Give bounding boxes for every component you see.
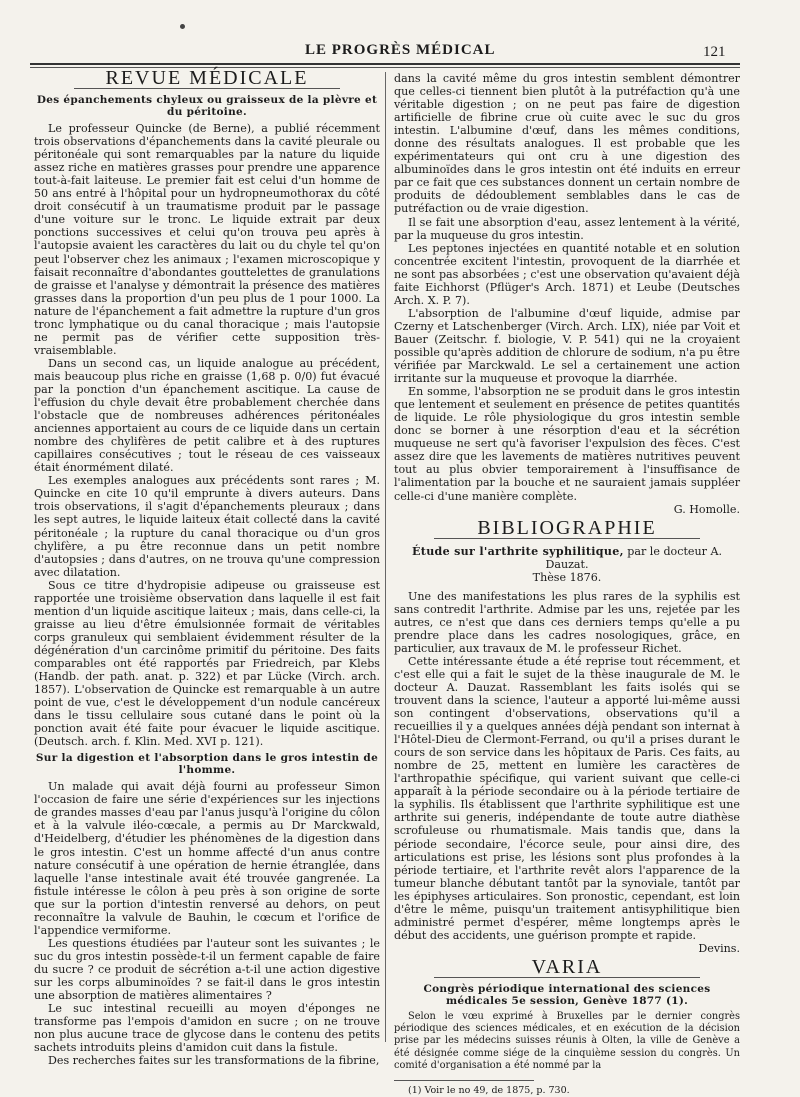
paragraph: Les peptones injectées en quantité notable et en solution concentrée excitent l'intestin, provoquent de la diarrhée et ne sont pas absorbées ; c'est une observation qu'avaient déjà faite Eichhorst (Pflüger's Arch. 1871) et Leube (Deutsches Arch. X. P. 7). bbox=[394, 241, 740, 307]
article-title-congres: Congrès périodique international des sciences médicales 5e session, Genève 1877 (1). bbox=[423, 983, 711, 1007]
section-title-bibliographie: BIBLIOGRAPHIE bbox=[477, 516, 657, 539]
paragraph: Le professeur Quincke (de Berne), a publié récemment trois observations d'épanchements dans la cavité pleurale ou péritonéale qui sont remarquables par la nature du liquide assez riche en matières grasses pour prendre une apparence tout-à-fait laiteuse. Le premier fait est celui d'un homme de 50 ans entré à l'hôpital pour un hydropneumothorax du côté droit consécutif à un traumatisme produit par le passage d'une voiture sur le tronc. Le liquide extrait par deux ponctions successives et celui qu'on trouva peu après à l'autopsie avaient les caractères du lait ou du chyle tel qu'on peut l'observer chez les animaux ; l'examen microscopique y faisait reconnaître d'abondantes gouttelettes de granulations de graisse et l'analyse y démontrait la présence des matières grasses dans la proportion d'un peu plus de 1 pour 1000. La nature de l'épanchement a fait admettre la rupture d'un gros tronc lymphatique ou du canal thoracique ; mais l'autopsie ne permit pas de vérifier cette supposition très-vraisemblable. bbox=[34, 122, 380, 357]
paragraph: Les questions étudiées par l'auteur sont les suivantes ; le suc du gros intestin possède-t-il un ferment capable de faire du sucre ? ce produit de sécrétion a-t-il une action digestive sur les corps albuminoïdes ? se fait-il dans le gros intestin une absorption de matières alimentaires ? bbox=[34, 936, 380, 1003]
signature-devins: Devins. bbox=[698, 941, 740, 955]
article-title-epanchements: Des épanchements chyleux ou graisseux de la plèvre et du péritoine. bbox=[36, 94, 378, 119]
bibliography-entry-heading bbox=[394, 545, 740, 584]
header-rule bbox=[30, 63, 740, 65]
paragraph: dans la cavité même du gros intestin semblent démontrer que celles-ci tiennent bien plutôt à la putréfaction qu'à une véritable digestion ; on ne peut pas faire de digestion artificielle de fibrine crue où cuite avec le suc du gros intestin. L'albumine d'œuf, dans les mêmes conditions, donne des résultats analogues. Il est probable que les expérimentateurs qui ont cru à une digestion des albuminoïdes dans le gros intestin ont été induits en erreur par ce fait que ces substances donnent un certain nombre de produits de dédoublement semblables dans le cas de putréfaction ou de vraie digestion. bbox=[394, 72, 740, 216]
paragraph: L'absorption de l'albumine d'œuf liquide, admise par Czerny et Latschenberger (Virch. Arch. LIX), niée par Voit et Bauer (Zeitschr. f. biologie, V. P. 541) qui ne la croyaient possible qu'après addition de chlorure de sodium, n'a pu être vérifiée par Marckwald. Le sel a certainement une action irritante sur la muqueuse et provoque la diarrhée. bbox=[394, 306, 740, 386]
paragraph: Sous ce titre d'hydropisie adipeuse ou graisseuse est rapportée une troisième observation dans laquelle il est fait mention d'un liquide ascitique laiteux ; mais, dans celle-ci, la graisse au lieu d'être émulsionnée formait de véritables corps granuleux qui semblaient évidemment résulter de la dégénération d'un carcinôme primitif du péritoine. Des faits comparables ont été rapportés par Friedreich, par Klebs (Handb. der path. anat. p. 322) et par Lücke (Virch. arch. 1857). L'observation de Quincke est remarquable à un autre point de vue, c'est le développement d'un nodule cancéreux dans le tissu cellulaire sous cutané dans le point où la ponction avait été faite pour évacuer le liquide ascitique. (Deutsch. arch. f. Klin. Med. XVI p. 121). bbox=[34, 578, 380, 749]
running-head: LE PROGRÈS MÉDICAL bbox=[305, 42, 496, 58]
paragraph: En somme, l'absorption ne se produit dans le gros intestin que lentement et seulement en présence de petites quantités de liquide. Le rôle physiologique du gros intestin semble donc se borner à une résorption d'eau et la sécrétion muqueuse ne sert qu'à favoriser l'expulsion des fèces. C'est assez dire que les lavements de matières nutritives peuvent tout au plus obvier temporairement à l'insuffisance de l'alimentation par la bouche et ne sauraient jamais suppléer celle-ci d'une manière complète. bbox=[394, 385, 740, 503]
paragraph: Des recherches faites sur les transformations de la fibrine, bbox=[48, 1054, 380, 1068]
footnote: (1) Voir le no 49, de 1875, p. 730. bbox=[408, 1085, 570, 1097]
section-title-varia: VARIA bbox=[531, 955, 603, 978]
column-divider bbox=[385, 72, 386, 1042]
paragraph: Les exemples analogues aux précédents sont rares ; M. Quincke en cite 10 qu'il emprunte à divers auteurs. Dans trois observations, il s'agit d'épanchements pleuraux ; dans les sept autres, le liquide laiteux était collecté dans la cavité péritonéale ; la rupture du canal thoracique ou d'un gros chylifère, a pu être reconnue dans un petit nombre d'autopsies ; dans d'autres, on ne trouva qu'une compression avec dilatation. bbox=[34, 474, 380, 579]
footnote-rule bbox=[394, 1080, 534, 1081]
paragraph: Cette intéressante étude a été reprise tout récemment, et c'est elle qui a fait le sujet de la thèse inaugurale de M. le docteur A. Dauzat. Rassemblant les faits isolés qui se trouvent dans la science, l'auteur a apporté lui-même aussi son contingent d'observations, observations qu'il a recueillies il y a quelques années déjà pendant son internat à l'Hôtel-Dieu de Clermont-Ferrand, ou qu'il a prises durant le cours de son service dans les hôpitaux de Paris. Ces faits, au nombre de 25, mettent en lumière les caractères de l'arthropathie spécifique, qui varient suivant que celle-ci apparaît à la période secondaire ou à la période tertiaire de la syphilis. Ils établissent que l'arthrite syphilitique est une arthrite sui generis, indépendante de toute autre diathèse scrofuleuse ou rhumatismale. Mais tandis que, dans la période secondaire, l'écorce seule, pour ainsi dire, des articulations est prise, les lésions sont plus profondes à la période tertiaire, et l'arthrite revêt alors l'apparence de la tumeur blanche débutant tantôt par la synoviale, tantôt par les épiphyses articulaires. Son pronostic, cependant, est loin d'être le même, puisqu'un traitement antisyphilitique bien administré permet d'espérer, même longtemps après le début des accidents, une guérison prompte et rapide. bbox=[394, 654, 740, 942]
left-column bbox=[34, 67, 380, 1068]
signature-homolle: G. Homolle. bbox=[673, 502, 740, 516]
paragraph: Selon le vœu exprimé à Bruxelles par le dernier congrès périodique des sciences médicales, et en exécution de la décision prise par les médecins suisses réunis à Olten, la ville de Genève a été désignée comme siége de la cinquième session du congrès. Un comité d'organisation a été nommé par la bbox=[394, 1011, 740, 1071]
bibliography-entry-title: Étude sur l'arthrite syphilitique, bbox=[412, 544, 624, 558]
article-title-digestion: Sur la digestion et l'absorption dans le gros intestin de l'homme. bbox=[35, 752, 379, 777]
bibliography-entry-author: par le docteur A. Dauzat. bbox=[545, 544, 722, 571]
right-column bbox=[394, 72, 740, 1097]
ink-dot bbox=[180, 24, 185, 29]
page-number: 121 bbox=[703, 44, 726, 60]
paragraph: Un malade qui avait déjà fourni au professeur Simon l'occasion de faire une série d'expériences sur les injections de grandes masses d'eau par l'anus jusqu'à l'origine du côlon et à la valvule iléo-cœcale, a permis au Dr Marckwald, d'Heidelberg, d'étudier les phénomènes de la digestion dans le gros intestin. C'est un homme affecté d'un anus contre nature consécutif à une opération de hernie étranglée, dans laquelle l'anse intestinale avait été trouvée gangrenée. La fistule intéresse le côlon à peu près à son origine de sorte que sur la portion d'intestin renversé au dehors, on peut reconnaître la valvule de Bauhin, le cœcum et l'orifice de l'appendice vermiforme. bbox=[34, 780, 380, 937]
bibliography-entry-meta: Thèse 1876. bbox=[532, 570, 602, 584]
section-title-revue: REVUE MÉDICALE bbox=[105, 67, 309, 89]
paragraph: Le suc intestinal recueilli au moyen d'éponges ne transforme pas l'empois d'amidon en sucre ; on ne trouve non plus aucune trace de glycose dans le contenu des petits sachets introduits pleins d'amidon cuit dans la fistule. bbox=[34, 1002, 380, 1055]
paragraph: Une des manifestations les plus rares de la syphilis est sans contredit l'arthrite. Admise par les uns, rejetée par les autres, ce n'est que dans ces derniers temps qu'elle a pu prendre place dans les cadres nosologiques, grâce, en particulier, aux travaux de M. le professeur Richet. bbox=[394, 589, 740, 655]
paragraph: Dans un second cas, un liquide analogue au précédent, mais beaucoup plus riche en graisse (1,68 p. 0/0) fut évacué par la ponction d'un épanchement ascitique. La cause de l'effusion du chyle devait être probablement cherchée dans l'obstacle que de nombreuses adhérences péritonéales anciennes apportaient au cours de ce liquide dans un certain nombre des chylifères de petit calibre et à des ruptures capillaires consécutives ; tout le réseau de ces vaisseaux était énormément dilaté. bbox=[34, 356, 380, 475]
paragraph: Il se fait une absorption d'eau, assez lentement à la vérité, par la muqueuse du gros intestin. bbox=[394, 215, 740, 242]
